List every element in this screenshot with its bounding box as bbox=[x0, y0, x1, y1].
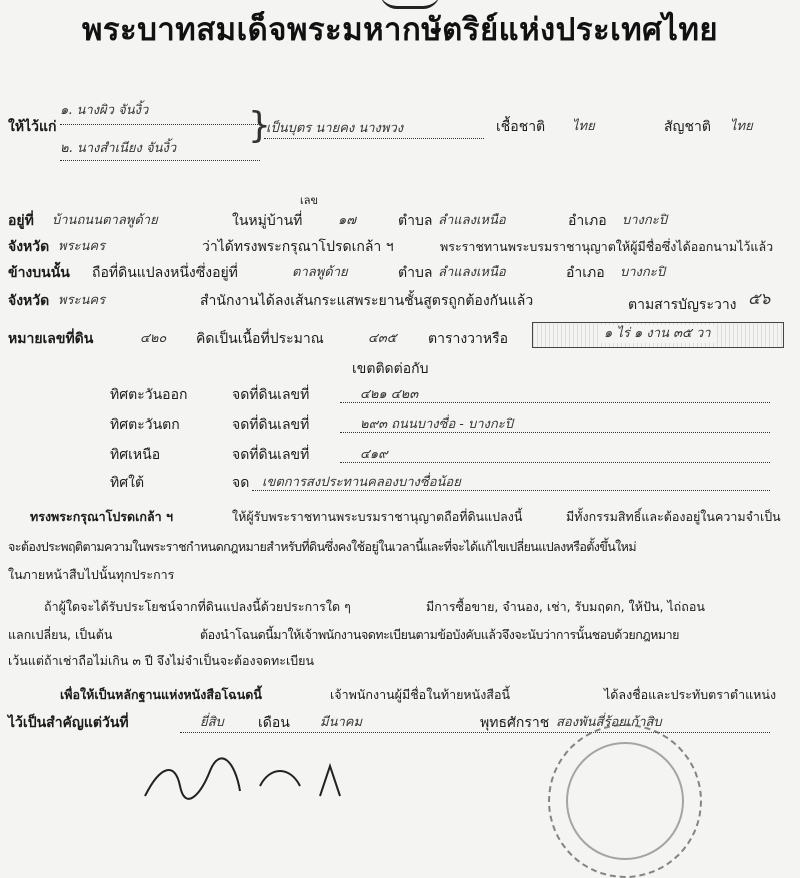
amphoe-value: บางกะปิ bbox=[622, 213, 668, 228]
para1-end: มีทั้งกรรมสิทธิ์และต้องอยู่ในความจำเป็น bbox=[566, 509, 781, 524]
para1-text: ให้ผู้รับพระราชทานพระบรมราชานุญาตถือที่ดินแปลงนี้ bbox=[232, 509, 523, 524]
area-label: คิดเป็นเนื้อที่ประมาณ bbox=[196, 331, 324, 347]
west-value: ๒๙๓ ถนนบางซื่อ - บางกะปิ bbox=[360, 417, 513, 432]
land-place: ตาลพูด้าย bbox=[292, 265, 348, 280]
grant-label: ให้ไว้แก่ bbox=[8, 119, 57, 135]
area-value: ๔๓๕ bbox=[368, 331, 397, 346]
east-text: จดที่ดินเลขที่ bbox=[232, 387, 310, 403]
para2-line3: เว้นแต่ถ้าเช่าถือไม่เกิน ๓ ปี จึงไม่จำเป็นจะต้องจดทะเบียน bbox=[8, 653, 315, 668]
para2-line1-end: มีการซื้อขาย, จำนอง, เช่า, รับมฤดก, ให้ปัน, ไถ่ถอน bbox=[426, 599, 705, 614]
race-label: เชื้อชาติ bbox=[496, 119, 546, 135]
month-value: มีนาคม bbox=[320, 715, 363, 730]
land-label: ข้างบนนั้น bbox=[8, 265, 70, 281]
para1-line3: ในภายหน้าสืบไปนั้นทุกประการ bbox=[8, 567, 175, 582]
land-text: ถือที่ดินแปลงหนึ่งซึ่งอยู่ที่ bbox=[92, 265, 238, 281]
north-label: ทิศเหนือ bbox=[110, 447, 161, 463]
land-tambon-label: ตำบล bbox=[398, 265, 433, 281]
grantee-2-line bbox=[60, 160, 260, 161]
date-label: ไว้เป็นสำคัญแต่วันที่ bbox=[8, 715, 129, 731]
para1-line2: จะต้องประพฤติตามความในพระราชกำหนดกฎหมายสำหรับที่ดินซึ่งคงใช้อยู่ในเวลานี้และที่จะได้แก้ไขเปลี่ยนแปลงหรือตั้งขึ้นใหม่ bbox=[8, 539, 636, 554]
document-title: พระบาทสมเด็จพระมหากษัตริย์แห่งประเทศไทย bbox=[81, 12, 719, 48]
west-line bbox=[340, 432, 770, 433]
area-unit-label: ตารางวาหรือ bbox=[428, 331, 509, 347]
map-index-value: ๕๖ bbox=[748, 289, 771, 308]
survey-text: สำนักงานได้ลงเส้นกระแสพระยานชั้นสูตรถูกต้องกันแล้ว bbox=[200, 293, 534, 309]
province2-value: พระนคร bbox=[58, 293, 106, 308]
east-line bbox=[340, 402, 770, 403]
race-value: ไทย bbox=[572, 119, 595, 134]
date-line bbox=[180, 732, 770, 733]
moo-label: ในหมู่บ้านที่ bbox=[232, 213, 303, 229]
amphoe-label: อำเภอ bbox=[568, 213, 607, 229]
province2-label: จังหวัด bbox=[8, 293, 50, 309]
year-value: สองพันสี่ร้อยเก้าสิบ bbox=[556, 715, 662, 730]
grantee-1-line bbox=[60, 124, 260, 125]
para1-label: ทรงพระกรุณาโปรดเกล้า ฯ bbox=[30, 509, 173, 524]
tambon-value: ลำแลงเหนือ bbox=[438, 213, 506, 228]
address-at-label: อยู่ที่ bbox=[8, 213, 34, 229]
south-value: เขตการสงประทานคลองบางซื่อน้อย bbox=[262, 475, 461, 490]
official-signature bbox=[140, 756, 440, 800]
month-label: เดือน bbox=[258, 715, 290, 731]
para2-line2-end: ต้องนำโฉนดนี้มาให้เจ้าพนักงานจดทะเบียนตามข้อบังคับแล้วจึงจะนับว่าการนั้นชอบด้วยกฎหมาย bbox=[200, 627, 679, 642]
north-text: จดที่ดินเลขที่ bbox=[232, 447, 310, 463]
year-label: พุทธศักราช bbox=[480, 715, 550, 731]
para3-line1-mid: เจ้าพนักงานผู้มีชื่อในท้ายหนังสือนี้ bbox=[330, 687, 510, 702]
nationality-value: ไทย bbox=[730, 119, 753, 134]
para2-line1-start: ถ้าผู้ใดจะได้รับประโยชน์จากที่ดินแปลงนี้ด้วยประการใด ๆ bbox=[44, 599, 351, 614]
grantee-brace: } bbox=[248, 105, 271, 146]
royal-grant-text: ว่าได้ทรงพระกรุณาโปรดเกล้า ฯ bbox=[202, 239, 394, 255]
grantee-parents: เป็นบุตร นายคง นางพวง bbox=[266, 121, 404, 136]
parcel-number: ๔๒๐ bbox=[140, 331, 167, 346]
royal-permit-text: พระราชทานพระบรมราชานุญาตให้ผู้มีชื่อซึ่งได้ออกนามไว้แล้ว bbox=[440, 239, 774, 254]
tambon-label: ตำบล bbox=[398, 213, 433, 229]
grantee-1: ๑. นางผิว จันงิ้ว bbox=[60, 103, 149, 118]
nationality-label: สัญชาติ bbox=[664, 119, 711, 135]
parcel-label: หมายเลขที่ดิน bbox=[8, 331, 94, 347]
west-label: ทิศตะวันตก bbox=[110, 417, 180, 433]
para2-line2-start: แลกเปลี่ยน, เป็นต้น bbox=[8, 627, 113, 642]
parents-line bbox=[264, 138, 484, 139]
para3-line1-start: เพื่อให้เป็นหลักฐานแห่งหนังสือโฉนดนี้ bbox=[60, 687, 262, 702]
boundary-heading: เขตติดต่อกับ bbox=[352, 361, 429, 377]
east-label: ทิศตะวันออก bbox=[110, 387, 188, 403]
land-amphoe-label: อำเภอ bbox=[566, 265, 605, 281]
north-line bbox=[340, 462, 770, 463]
west-text: จดที่ดินเลขที่ bbox=[232, 417, 310, 433]
moo-value: ๑๗ bbox=[338, 213, 357, 228]
address-at-value: บ้านถนนตาลพูด้าย bbox=[52, 213, 158, 228]
south-line bbox=[252, 490, 770, 491]
east-value: ๔๒๑ ๔๒๓ bbox=[360, 387, 419, 402]
north-value: ๔๑๙ bbox=[360, 447, 388, 462]
province-label: จังหวัด bbox=[8, 239, 50, 255]
map-index-label: ตามสารบัญระวาง bbox=[628, 297, 737, 313]
province-value: พระนคร bbox=[58, 239, 106, 254]
grantee-2: ๒. นางสำเนียง จันงิ้ว bbox=[60, 141, 177, 156]
number-superscript: เลข bbox=[300, 194, 319, 207]
area-rai-value: ๑ ไร่ ๑ งาน ๓๕ วา bbox=[600, 325, 715, 343]
para3-line1-end: ได้ลงชื่อและประทับตราตำแหน่ง bbox=[604, 687, 777, 702]
date-day: ยี่สิบ bbox=[200, 715, 224, 730]
land-tambon-value: ลำแลงเหนือ bbox=[438, 265, 506, 280]
south-label: ทิศใต้ bbox=[110, 475, 145, 491]
official-seal-inner bbox=[566, 742, 684, 860]
south-text: จด bbox=[232, 475, 250, 491]
land-amphoe-value: บางกะปิ bbox=[620, 265, 666, 280]
